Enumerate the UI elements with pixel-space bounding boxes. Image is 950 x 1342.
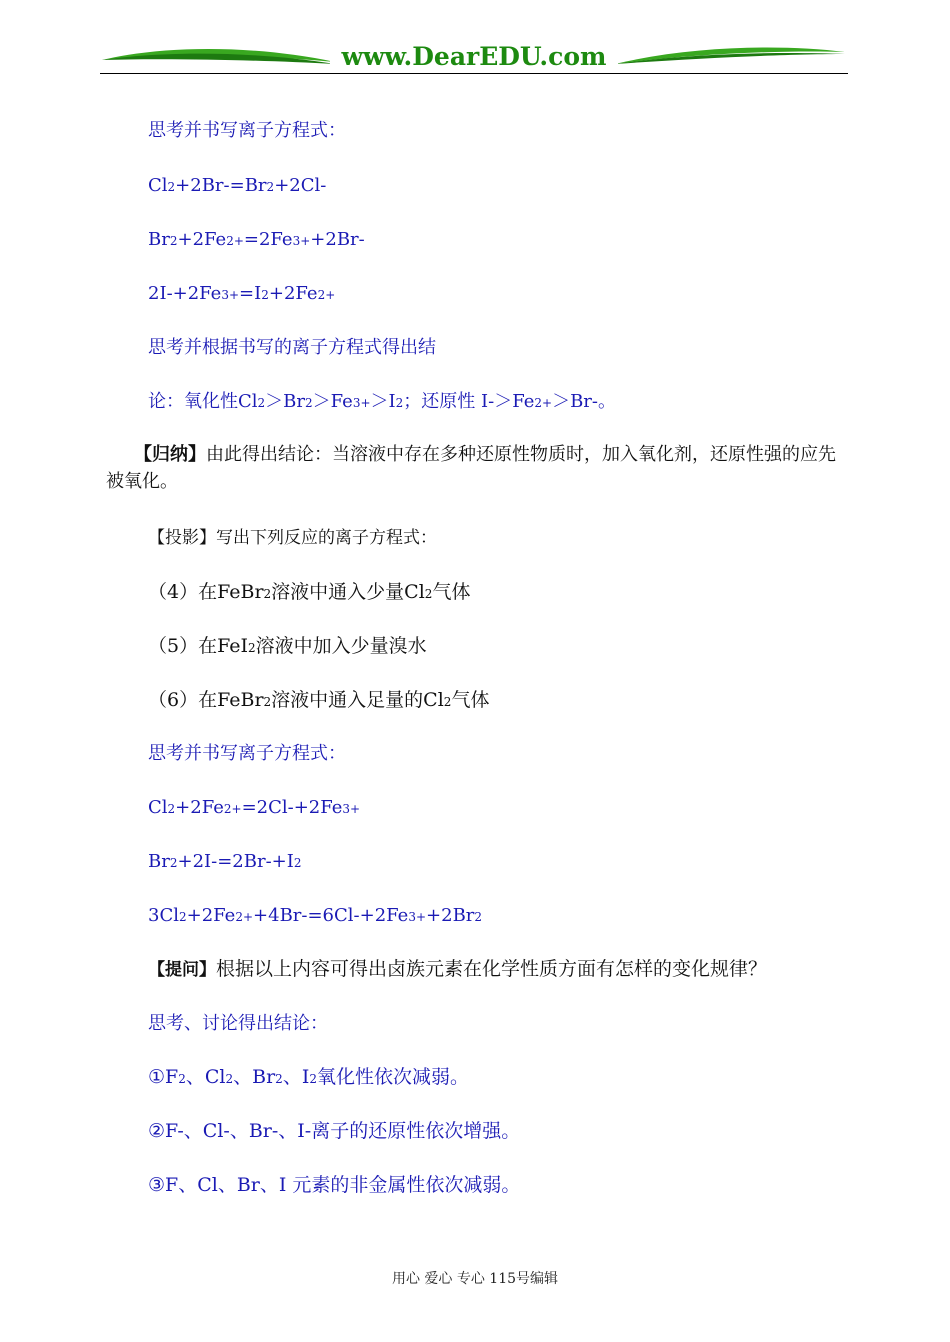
page-footer: 用心 爱心 专心 115号编辑 xyxy=(391,1271,559,1287)
projection-tag: 【投影】 xyxy=(148,528,216,548)
discussion-prompt: 思考、讨论得出结论： xyxy=(148,1013,328,1034)
summary-text: 由此得出结论：当溶液中存在多种还原性物质时，加入氧化剂，还原性强的应先被氧化。 xyxy=(106,444,836,492)
question-5: （5）在FeI2溶液中加入少量溴水 xyxy=(148,635,427,657)
header-divider xyxy=(100,73,848,74)
equation-4: Cl2+2Fe2+=2Cl-+2Fe3+ xyxy=(148,797,361,818)
question-tag: 【提问】 xyxy=(148,960,216,980)
question-6: （6）在FeBr2溶液中通入足量的Cl2气体 xyxy=(148,689,490,711)
equation-5: Br2+2I-=2Br-+I2 xyxy=(148,851,302,872)
equation-3: 2I-+2Fe3+=I2+2Fe2+ xyxy=(148,283,336,304)
conclusion-item-3: ③F、Cl、Br、I 元素的非金属性依次减弱。 xyxy=(148,1174,521,1196)
prompt-write-equations-2: 思考并书写离子方程式： xyxy=(148,743,346,764)
equation-6: 3Cl2+2Fe2++4Br-=6Cl-+2Fe3++2Br2 xyxy=(148,905,483,926)
site-logo-text[interactable]: www.DearEDU.com xyxy=(330,42,618,71)
projection-heading xyxy=(148,527,437,549)
conclusion-line-2: 论：氧化性Cl2＞Br2＞Fe3+＞I2；还原性 I-＞Fe2+＞Br-。 xyxy=(148,391,616,412)
projection-text: 写出下列反应的离子方程式： xyxy=(216,528,437,548)
question-heading xyxy=(148,958,767,981)
prompt-write-equations: 思考并书写离子方程式： xyxy=(148,120,346,141)
conclusion-line-1: 思考并根据书写的离子方程式得出结 xyxy=(148,337,436,358)
page-header xyxy=(100,40,848,80)
conclusion-item-1: ①F2、Cl2、Br2、I2氧化性依次减弱。 xyxy=(148,1066,469,1088)
question-4: （4）在FeBr2溶液中通入少量Cl2气体 xyxy=(148,581,471,603)
equation-2: Br2+2Fe2+=2Fe3++2Br- xyxy=(148,229,365,250)
summary-paragraph xyxy=(106,441,851,495)
question-text: 根据以上内容可得出卤族元素在化学性质方面有怎样的变化规律？ xyxy=(216,958,768,980)
conclusion-item-2: ②F-、Cl-、Br-、I-离子的还原性依次增强。 xyxy=(148,1120,521,1142)
summary-tag: 【归纳】 xyxy=(134,444,206,465)
equation-1: Cl2+2Br-=Br2+2Cl- xyxy=(148,175,327,196)
